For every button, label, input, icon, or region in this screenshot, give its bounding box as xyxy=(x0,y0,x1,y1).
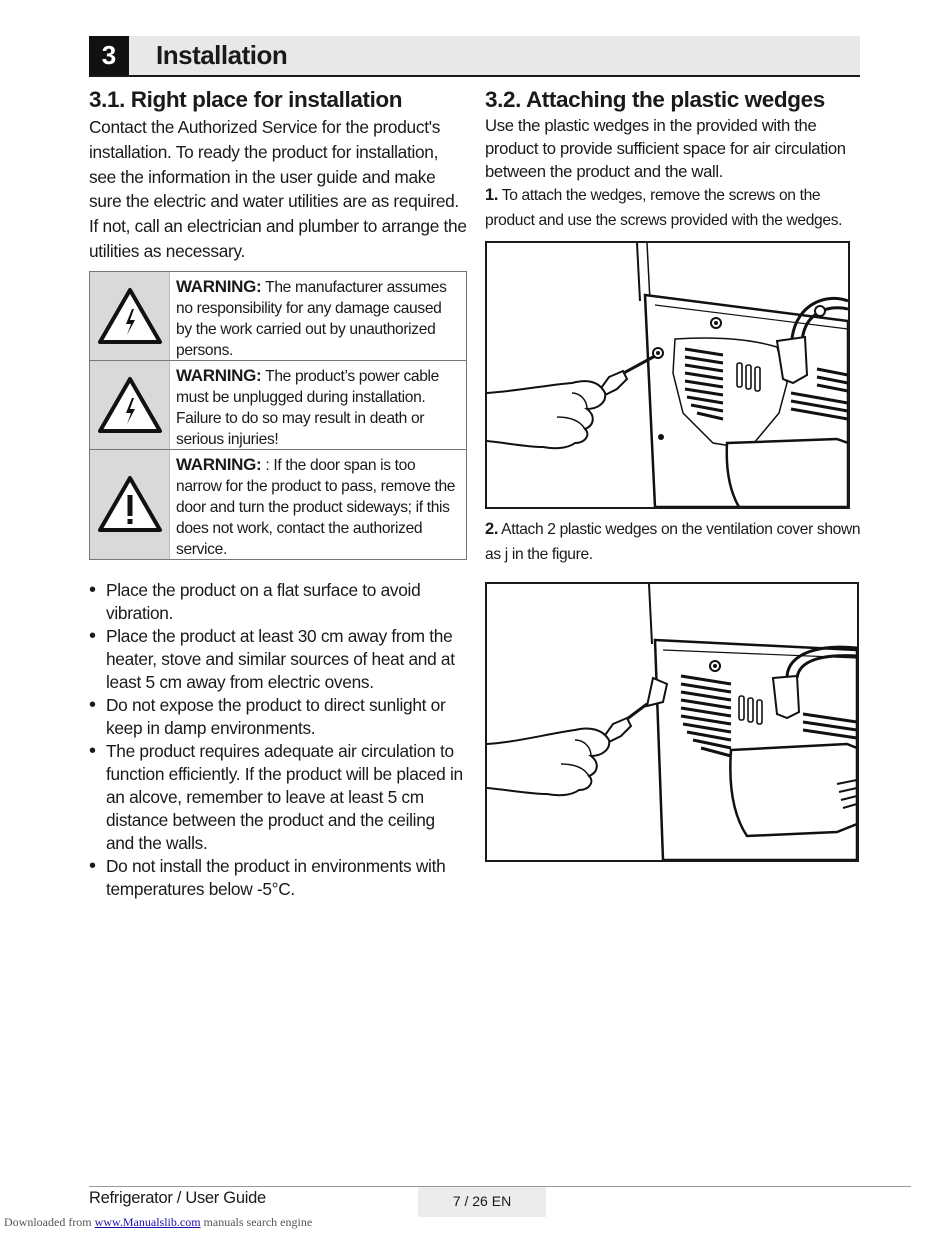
warning-text: The manufacturer assumes no responsibility for any damage caused by the work carried out by unauthorized persons. xyxy=(176,278,447,359)
placement-guidelines xyxy=(89,579,467,901)
figure-remove-screws xyxy=(485,241,850,509)
list-item: • Place the product at least 30 cm away from the heater, stove and similar sources of heat and at least 5 cm away from electric ovens. xyxy=(89,625,467,694)
warning-text: : If the door span is too narrow for the product to pass, remove the door and turn the product sideways; if this does not work, contact the authorized service. xyxy=(176,456,456,558)
warning-text: The product’s power cable must be unplugged during installation. Failure to do so may result in death or serious injuries! xyxy=(176,367,439,448)
warning-row xyxy=(90,361,466,450)
list-item: • The product requires adequate air circulation to function efficiently. If the product will be placed in an alcove, remember to leave at least 5 cm distance between the product and the ceiling and the walls. xyxy=(89,740,467,855)
section-title: Installation xyxy=(156,40,288,70)
step-2: 2. Attach 2 plastic wedges on the ventilation cover shown as j in the figure. xyxy=(485,520,861,563)
electric-hazard-icon xyxy=(97,287,163,345)
download-notice: Downloaded from www.Manualslib.com manuals search engine xyxy=(4,1215,313,1229)
step-1: 1. To attach the wedges, remove the screws on the product and use the screws provided with the wedges. xyxy=(485,186,843,229)
list-item: • Place the product on a flat surface to avoid vibration. xyxy=(89,579,467,625)
footer-title: Refrigerator / User Guide xyxy=(89,1189,266,1207)
exclamation-warning-icon xyxy=(97,475,163,533)
warning-row xyxy=(90,450,466,559)
page-number: 7 / 26 EN xyxy=(418,1187,546,1217)
section-number: 3 xyxy=(89,36,129,75)
wedges-intro: Use the plastic wedges in the provided with the product to provide sufficient space for air circulation between the product and the wall. xyxy=(485,116,846,181)
list-item: • Do not expose the product to direct sunlight or keep in damp environments. xyxy=(89,694,467,740)
warning-label: WARNING: xyxy=(176,365,262,385)
warning-table xyxy=(89,271,467,560)
warning-label: WARNING: xyxy=(176,454,262,474)
installation-intro: Contact the Authorized Service for the product's installation. To ready the product for installation, see the information in the user guide and make sure the electric and water utilities are as required. If not, call an electrician and plumber to arrange the utilities as necessary. xyxy=(89,117,467,261)
left-column xyxy=(89,86,467,901)
heading-attaching-wedges: 3.2. Attaching the plastic wedges xyxy=(485,87,825,112)
electric-hazard-icon xyxy=(97,376,163,434)
list-item: • Do not install the product in environments with temperatures below -5°C. xyxy=(89,855,467,901)
right-column xyxy=(485,86,863,862)
figure-attach-wedges xyxy=(485,582,859,862)
warning-row xyxy=(90,272,466,361)
wedge-attachment-illustration xyxy=(487,584,857,860)
manualslib-link[interactable]: www.Manualslib.com xyxy=(94,1215,201,1229)
heading-right-place: 3.1. Right place for installation xyxy=(89,87,403,112)
section-header xyxy=(89,36,860,77)
warning-label: WARNING: xyxy=(176,276,262,296)
rear-panel-screw-illustration xyxy=(487,243,848,507)
